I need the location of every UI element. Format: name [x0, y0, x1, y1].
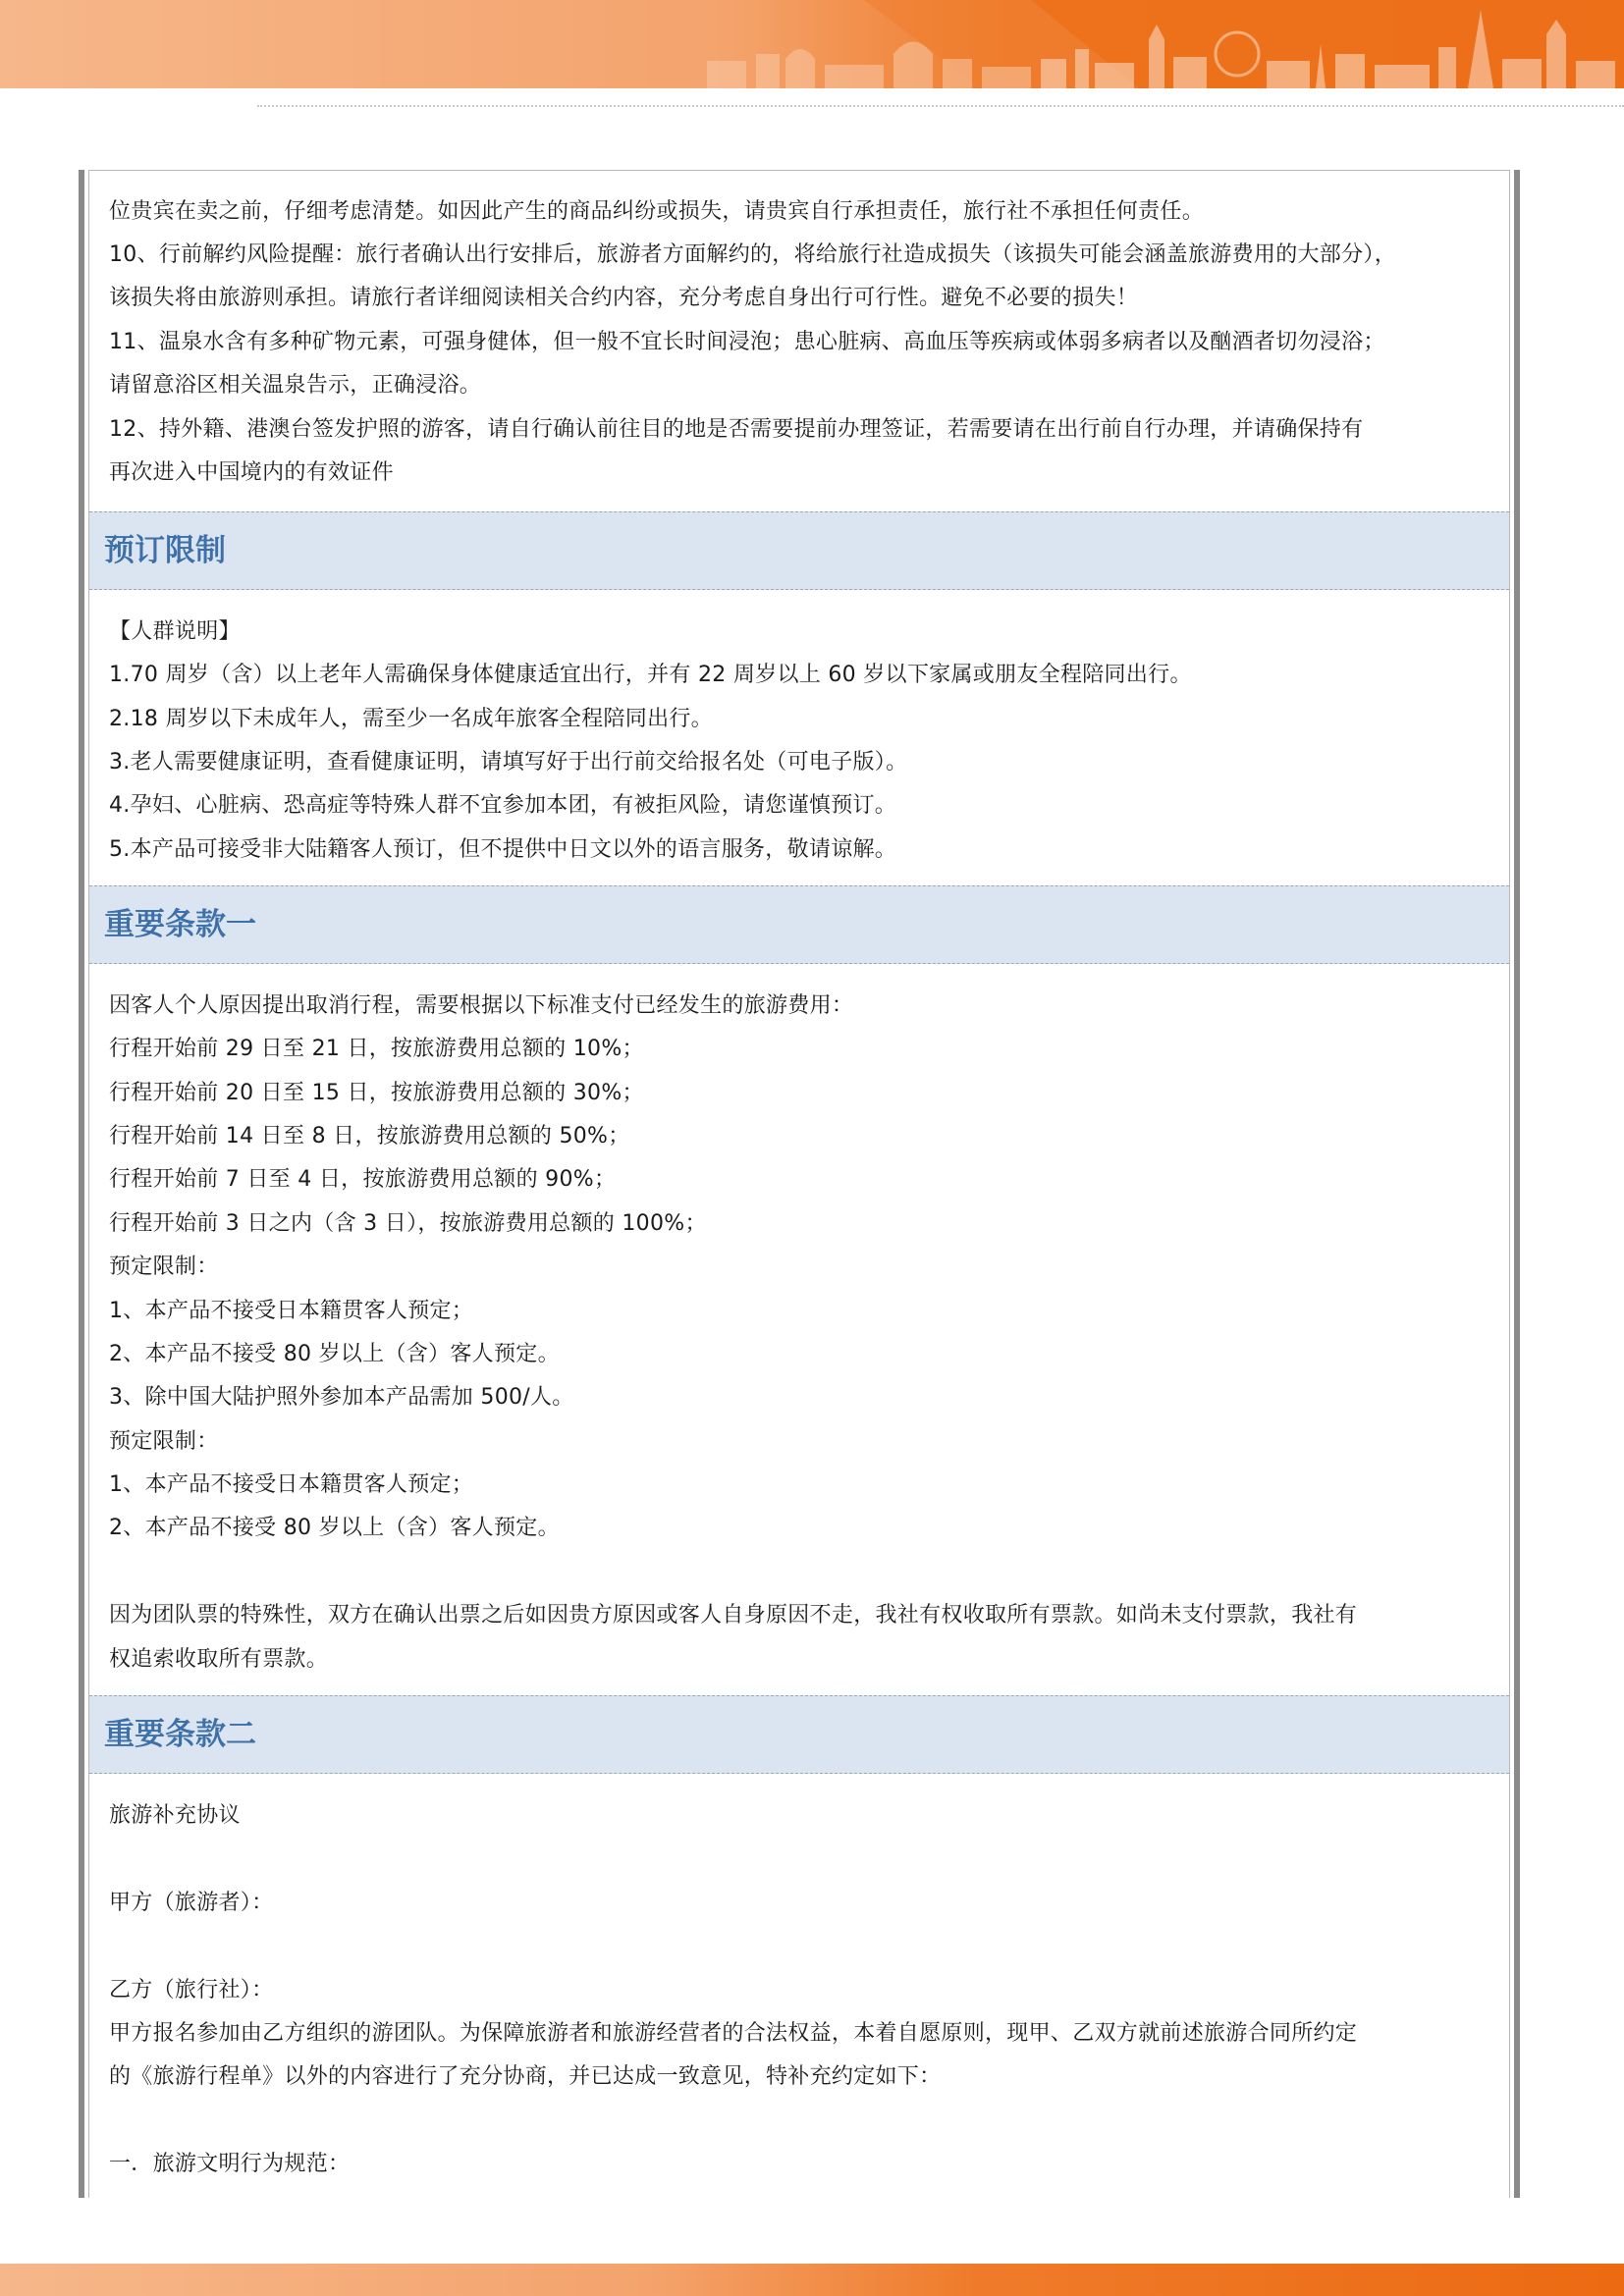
city-skyline-illustration	[0, 0, 1624, 88]
content-frame	[79, 170, 1520, 2198]
terms-line: 2、本产品不接受 80 岁以上（含）客人预定。	[109, 1516, 560, 1540]
agreement-line: 一．旅游文明行为规范：	[109, 2152, 351, 2176]
note-line: 11、温泉水含有多种矿物元素，可强身健体，但一般不宜长时间浸泡；患心脏病、高血压等疾病或体弱多病者以及酗酒者切勿浸浴；	[109, 330, 1385, 354]
section-header-terms-two	[89, 1695, 1509, 1774]
booking-limit-line: 3.老人需要健康证明，查看健康证明，请填写好于出行前交给报名处（可电子版）。	[109, 750, 908, 774]
booking-limit-line: 1.70 周岁（含）以上老年人需确保身体健康适宜出行，并有 22 周岁以上 60 岁以下家属或朋友全程陪同出行。	[109, 663, 1192, 687]
terms-line: 权追索收取所有票款。	[109, 1647, 329, 1672]
section-title: 重要条款二	[104, 1717, 256, 1752]
terms-line: 1、本产品不接受日本籍贯客人预定；	[109, 1472, 474, 1497]
terms-line: 预定限制：	[109, 1429, 219, 1454]
booking-limit-line: 4.孕妇、心脏病、恐高症等特殊人群不宜参加本团，有被拒风险，请您谨慎预订。	[109, 793, 897, 818]
terms-line: 3、除中国大陆护照外参加本产品需加 500/人。	[109, 1385, 574, 1410]
footer-band	[0, 2264, 1624, 2296]
booking-limit-line: 5.本产品可接受非大陆籍客人预订，但不提供中日文以外的语言服务，敬请谅解。	[109, 837, 897, 862]
agreement-line: 甲方（旅游者）：	[109, 1891, 274, 1915]
section-header-booking-limits	[89, 511, 1509, 590]
note-line: 请留意浴区相关温泉告示，正确浸浴。	[109, 373, 482, 398]
terms-line: 行程开始前 14 日至 8 日，按旅游费用总额的 50%；	[109, 1124, 630, 1148]
terms-line: 行程开始前 7 日至 4 日，按旅游费用总额的 90%；	[109, 1167, 617, 1192]
terms-line: 行程开始前 3 日之内（含 3 日），按旅游费用总额的 100%；	[109, 1211, 707, 1236]
terms-line: 因客人个人原因提出取消行程，需要根据以下标准支付已经发生的旅游费用：	[109, 993, 854, 1018]
agreement-line: 甲方报名参加由乙方组织的游团队。为保障旅游者和旅游经营者的合法权益，本着自愿原则，现甲、乙双方就前述旅游合同所约定	[109, 2021, 1358, 2046]
booking-limit-line: 【人群说明】	[109, 619, 241, 644]
section-title: 预订限制	[104, 533, 226, 568]
terms-line: 因为团队票的特殊性，双方在确认出票之后如因贵方原因或客人自身原因不走，我社有权收取所有票款。如尚未支付票款，我社有	[109, 1603, 1358, 1628]
note-line: 该损失将由旅游则承担。请旅行者详细阅读相关合约内容，充分考虑自身出行可行性。避免不必要的损失！	[109, 286, 1139, 310]
agreement-line: 旅游补充协议	[109, 1803, 241, 1828]
terms-line: 2、本产品不接受 80 岁以上（含）客人预定。	[109, 1342, 560, 1366]
note-line: 再次进入中国境内的有效证件	[109, 460, 394, 485]
agreement-line: 乙方（旅行社）：	[109, 1978, 274, 2002]
terms-line: 预定限制：	[109, 1255, 219, 1279]
content-panel	[88, 170, 1510, 2198]
header-banner	[0, 0, 1624, 88]
note-line: 位贵宾在卖之前，仔细考虑清楚。如因此产生的商品纠纷或损失，请贵宾自行承担责任，旅行社不承担任何责任。	[109, 199, 1205, 224]
terms-line: 行程开始前 20 日至 15 日，按旅游费用总额的 30%；	[109, 1081, 644, 1105]
section-header-terms-one	[89, 885, 1509, 964]
note-line: 10、行前解约风险提醒：旅行者确认出行安排后，旅游者方面解约的，将给旅行社造成损失（该损失可能会涵盖旅游费用的大部分），	[109, 242, 1396, 267]
agreement-line: 的《旅游行程单》以外的内容进行了充分协商，并已达成一致意见，特补充约定如下：	[109, 2064, 942, 2089]
header-divider	[257, 105, 1624, 107]
section-title: 重要条款一	[104, 907, 256, 942]
booking-limit-line: 2.18 周岁以下未成年人，需至少一名成年旅客全程陪同出行。	[109, 707, 713, 731]
terms-line: 1、本产品不接受日本籍贯客人预定；	[109, 1299, 474, 1323]
terms-line: 行程开始前 29 日至 21 日，按旅游费用总额的 10%；	[109, 1037, 644, 1061]
note-line: 12、持外籍、港澳台签发护照的游客，请自行确认前往目的地是否需要提前办理签证，若需要请在出行前自行办理，并请确保持有	[109, 417, 1364, 442]
